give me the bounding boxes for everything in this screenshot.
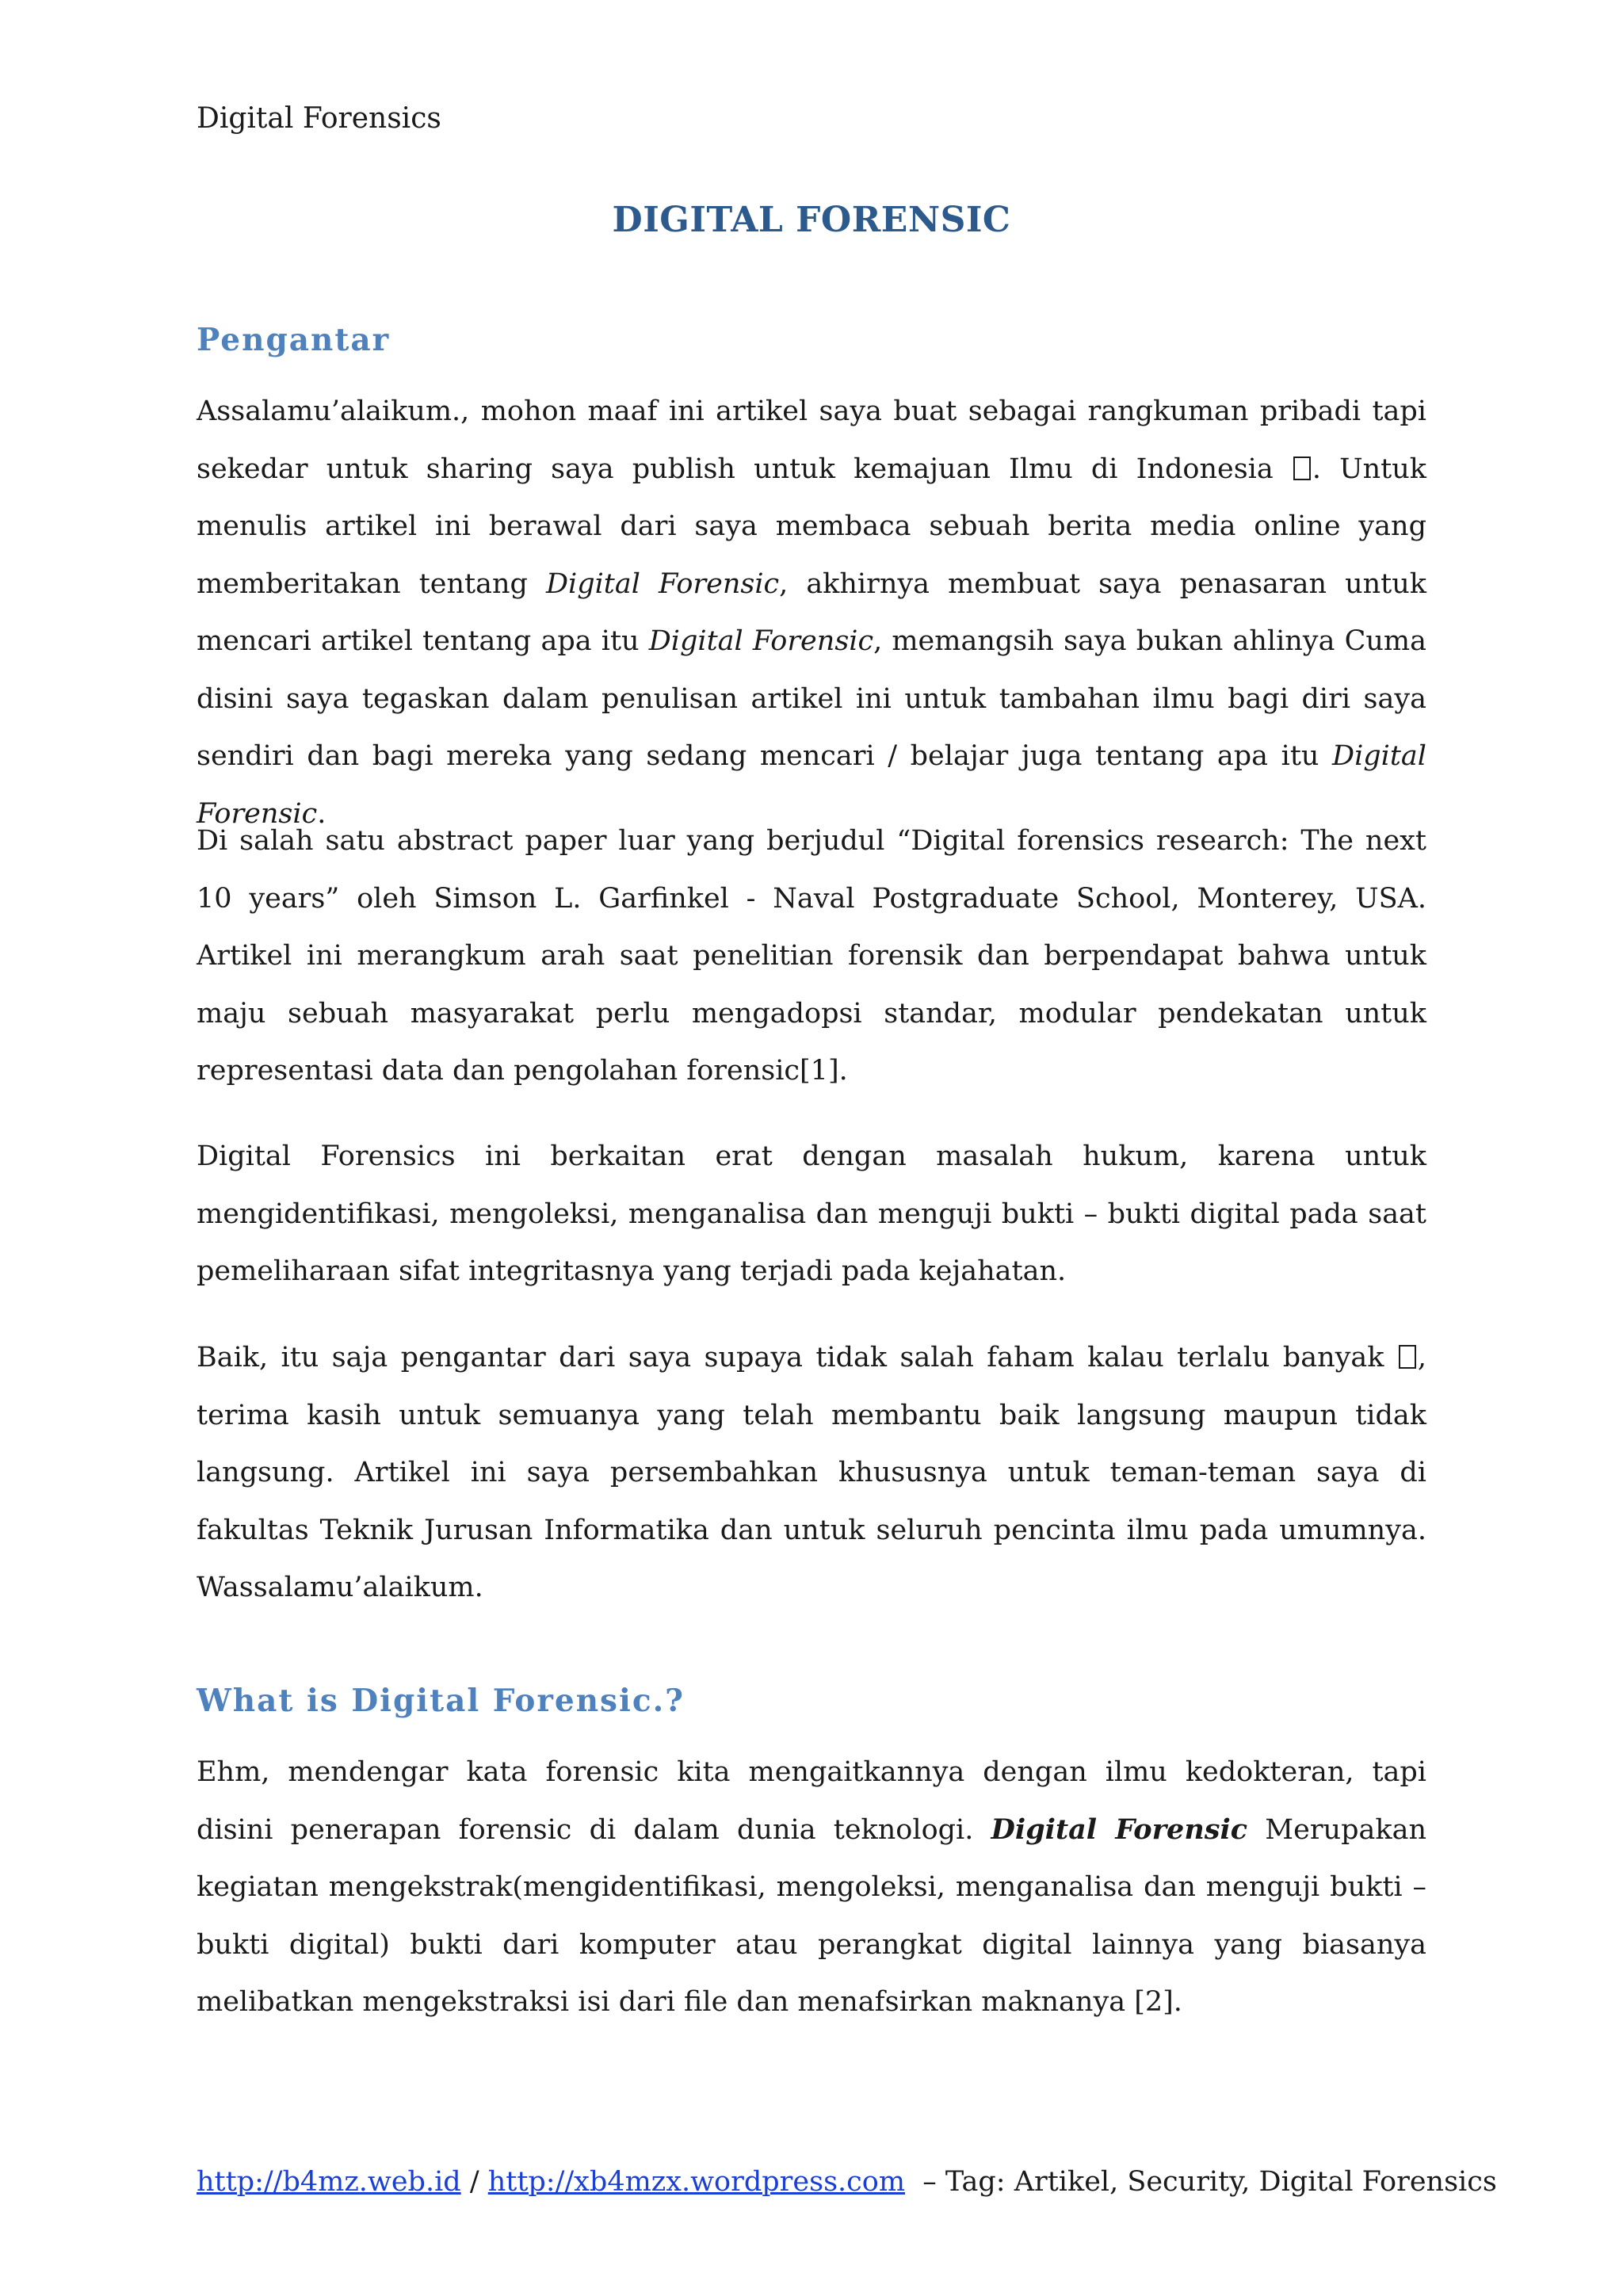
emphasis-text: Digital Forensic <box>648 625 874 657</box>
paragraph-closing <box>197 1329 1426 1617</box>
footer-link-blog[interactable]: http://b4mz.web.id <box>197 2166 461 2198</box>
paragraph-text: Merupakan kegiatan mengekstrak(mengidentifikasi, mengoleksi, menganalisa dan menguji bukti – bukti digital) bukti dari komputer atau perangkat digital lainnya yang biasanya melibatkan mengekstraksi isi dari file dan menafsirkan maknanya [2]. <box>197 1813 1426 2018</box>
footer-separator: / <box>460 2166 488 2198</box>
section-heading-what-is: What is Digital Forensic.? <box>197 1683 685 1719</box>
paragraph-text: , memangsih saya bukan ahlinya Cuma disini saya tegaskan dalam penulisan artikel ini untuk tambahan ilmu bagi diri saya sendiri dan bagi mereka yang sedang mencari / belajar juga tentang apa itu <box>197 625 1426 772</box>
paragraph-text: Baik, itu saja pengantar dari saya supaya tidak salah faham kalau terlalu banyak <box>197 1342 1397 1373</box>
section-heading-pengantar: Pengantar <box>197 322 391 358</box>
emphasis-text: Digital Forensic <box>197 740 1426 830</box>
page-footer <box>197 2162 1497 2202</box>
paragraph-text: , terima kasih untuk semuanya yang telah membantu baik langsung maupun tidak langsung. Artikel ini saya persembahkan khususnya untuk teman-teman saya di fakultas Teknik Jurusan Informatika dan untuk seluruh pencinta ilmu pada umumnya. Wassalamu’alaikum. <box>197 1342 1426 1603</box>
document-title: DIGITAL FORENSIC <box>612 200 1011 240</box>
footer-link-wordpress[interactable]: http://xb4mzx.wordpress.com <box>487 2166 906 2198</box>
paragraph-text: , akhirnya membuat saya penasaran untuk mencari artikel tentang apa itu <box>197 567 1426 657</box>
paragraph-legal: Digital Forensics ini berkaitan erat dengan masalah hukum, karena untuk mengidentifikasi, mengoleksi, menganalisa dan menguji bukti – bukti digital pada saat pemeliharaan sifat integritasnya yang terjadi pada kejahatan. <box>197 1140 1426 1287</box>
running-header: Digital Forensics <box>197 102 441 135</box>
paragraph-intro <box>197 383 1426 842</box>
paragraph-text: Assalamu’alaikum., mohon maaf ini artikel saya buat sebagai rangkuman pribadi tapi sekedar untuk sharing saya publish untuk kemajuan Ilmu di Indonesia <box>197 395 1426 485</box>
paragraph-text: . <box>317 797 327 830</box>
emphasis-text: Digital Forensic <box>545 567 780 600</box>
paragraph-definition <box>197 1744 1426 2031</box>
footer-tags: – Tag: Artikel, Security, Digital Forensics <box>905 2166 1497 2198</box>
missing-glyph-box-icon <box>1293 457 1311 480</box>
missing-glyph-box-icon <box>1399 1345 1416 1369</box>
paragraph-abstract: Di salah satu abstract paper luar yang berjudul “Digital forensics research: The next 10 years” oleh Simson L. Garfinkel - Naval Postgraduate School, Monterey, USA. Artikel ini merangkum arah saat penelitian forensik dan berpendapat bahwa untuk maju sebuah masyarakat perlu mengadopsi standar, modular pendekatan untuk representasi data dan pengolahan forensic[1]. <box>197 825 1426 1087</box>
paragraph-text: . Untuk menulis artikel ini berawal dari saya membaca sebuah berita media online yang memberitakan tentang <box>197 453 1426 600</box>
paragraph-text: Ehm, mendengar kata forensic kita mengaitkannya dengan ilmu kedokteran, tapi disini penerapan forensic di dalam dunia teknologi. <box>197 1756 1426 1846</box>
bold-term: Digital Forensic <box>991 1813 1248 1846</box>
